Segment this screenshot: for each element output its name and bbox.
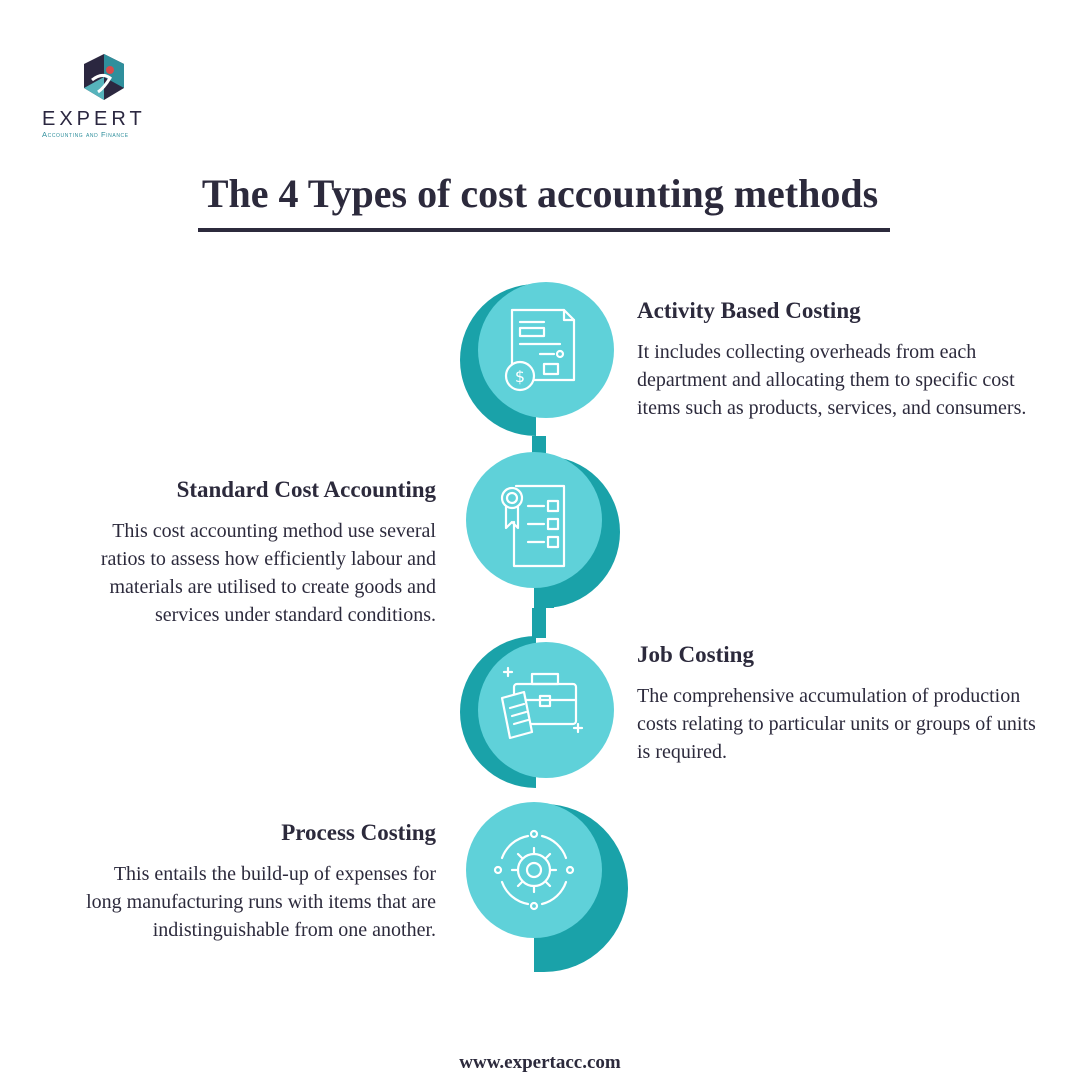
method-3-circle — [460, 608, 614, 788]
brand-logo — [40, 52, 180, 142]
method-title: Job Costing — [637, 642, 754, 667]
method-title: Process Costing — [281, 820, 436, 845]
method-title: Activity Based Costing — [637, 298, 861, 323]
method-2-circle — [466, 452, 620, 608]
method-description: This entails the build-up of expenses for long manufacturing runs with items that are indistinguishable from one another. — [86, 863, 436, 941]
method-standard-cost-accounting — [76, 477, 436, 629]
method-activity-based-costing — [637, 298, 1037, 422]
svg-text:$: $ — [514, 367, 526, 386]
method-description: This cost accounting method use several ratios to assess how efficiently labour and materials are utilised to create goods and services under standard conditions. — [100, 520, 436, 626]
method-description: The comprehensive accumulation of production costs relating to particular units or groups of units is required. — [637, 685, 1036, 763]
footer-url[interactable]: www.expertacc.com — [459, 1052, 621, 1073]
brand-name: EXPERT — [42, 108, 146, 130]
method-1-circle — [460, 282, 614, 456]
methods-graphic — [440, 270, 640, 980]
expert-logo-icon — [80, 52, 128, 102]
method-job-costing — [637, 642, 1037, 766]
method-description: It includes collecting overheads from each department and allocating them to specific cost items such as products, services, and consumers. — [637, 341, 1027, 419]
method-process-costing — [76, 820, 436, 944]
method-4-circle — [466, 802, 628, 972]
page-title: The 4 Types of cost accounting methods — [201, 171, 879, 216]
brand-tagline: Accounting and Finance — [42, 130, 129, 139]
method-title: Standard Cost Accounting — [176, 477, 436, 502]
title-underline — [198, 228, 890, 232]
